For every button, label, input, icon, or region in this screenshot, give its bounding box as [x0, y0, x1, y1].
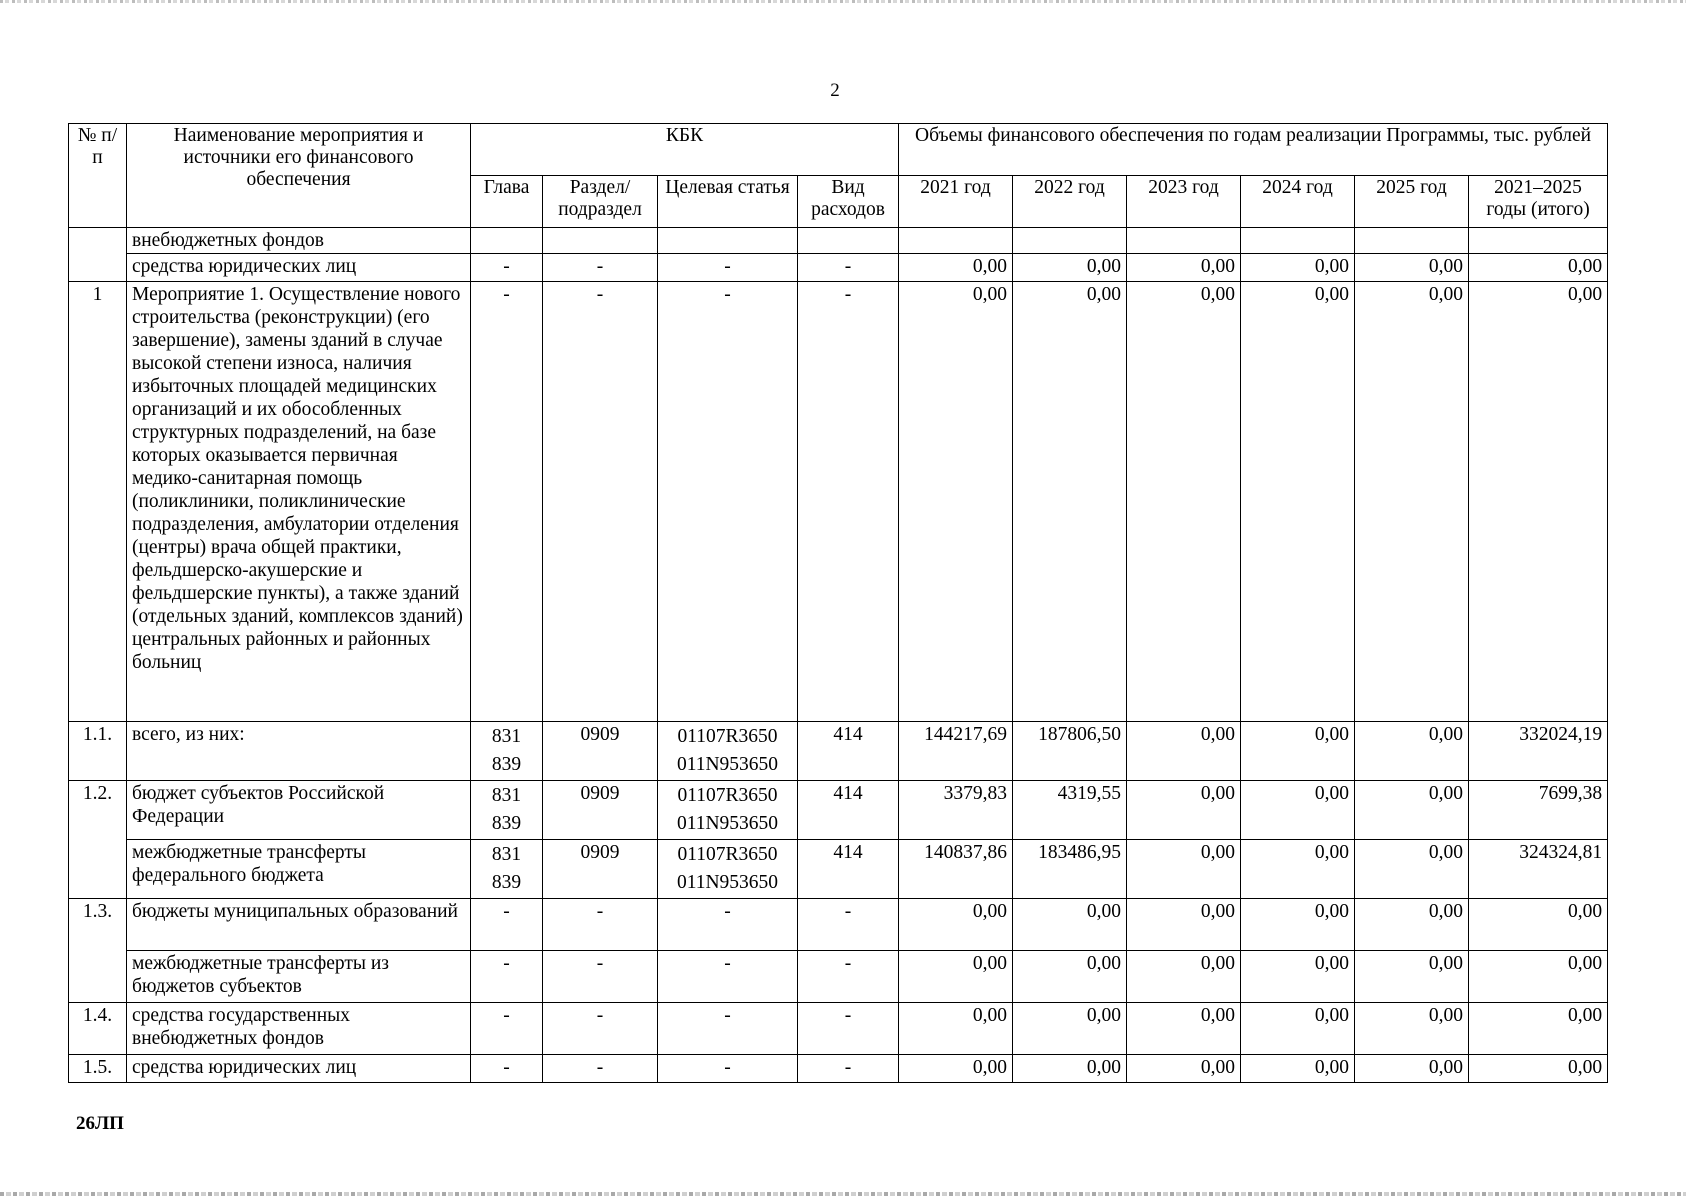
- cell-celevaya: [658, 228, 798, 254]
- cell-razdel: -: [543, 1003, 658, 1055]
- cell-total: 324324,81: [1469, 840, 1608, 899]
- cell-2024: 0,00: [1241, 781, 1355, 840]
- kbk-line: 839: [491, 872, 522, 893]
- header-kbk: КБК: [471, 124, 899, 176]
- cell-razdel: -: [543, 1055, 658, 1083]
- cell-total: 0,00: [1469, 282, 1608, 722]
- cell-2021: [899, 228, 1013, 254]
- table-row: [69, 899, 1608, 951]
- cell-2021: 144217,69: [899, 722, 1013, 781]
- cell-celevaya: [658, 781, 798, 840]
- cell-razdel: 0909: [543, 781, 658, 840]
- header-2022: 2022 год: [1013, 176, 1127, 228]
- cell-celevaya: [658, 722, 798, 781]
- cell-2025: 0,00: [1355, 781, 1469, 840]
- cell-total: 0,00: [1469, 899, 1608, 951]
- cell-2022: 4319,55: [1013, 781, 1127, 840]
- financing-table: [68, 123, 1608, 1083]
- cell-2024: 0,00: [1241, 254, 1355, 282]
- cell-razdel: 0909: [543, 722, 658, 781]
- row-number: 1.1.: [69, 722, 127, 781]
- cell-razdel: -: [543, 951, 658, 1003]
- scan-edge-top: [0, 0, 1686, 3]
- cell-2022: [1013, 228, 1127, 254]
- cell-celevaya: -: [658, 1055, 798, 1083]
- kbk-line: 839: [491, 754, 522, 775]
- row-name: бюджет субъектов Российской Федерации: [127, 781, 471, 840]
- cell-2023: 0,00: [1127, 899, 1241, 951]
- cell-2022: 0,00: [1013, 951, 1127, 1003]
- row-name: внебюджетных фондов: [127, 228, 471, 254]
- cell-vid: -: [798, 899, 899, 951]
- header-razdel: Раздел/ подраздел: [543, 176, 658, 228]
- header-glava: Глава: [471, 176, 543, 228]
- header-2025: 2025 год: [1355, 176, 1469, 228]
- cell-2025: 0,00: [1355, 722, 1469, 781]
- cell-celevaya: -: [658, 899, 798, 951]
- document-code: 26ЛП: [76, 1113, 124, 1134]
- cell-2021: 0,00: [899, 899, 1013, 951]
- cell-total: 0,00: [1469, 951, 1608, 1003]
- cell-razdel: 0909: [543, 840, 658, 899]
- table-row: [69, 282, 1608, 722]
- cell-2022: 0,00: [1013, 282, 1127, 722]
- cell-2022: 0,00: [1013, 899, 1127, 951]
- cell-2025: 0,00: [1355, 1055, 1469, 1083]
- cell-2023: 0,00: [1127, 722, 1241, 781]
- cell-vid: 414: [798, 840, 899, 899]
- header-2023: 2023 год: [1127, 176, 1241, 228]
- row-name: бюджеты муниципальных образований: [127, 899, 471, 951]
- table-row: [69, 722, 1608, 781]
- cell-2025: 0,00: [1355, 254, 1469, 282]
- cell-2023: 0,00: [1127, 840, 1241, 899]
- cell-2022: 0,00: [1013, 254, 1127, 282]
- cell-2024: 0,00: [1241, 1003, 1355, 1055]
- cell-vid: -: [798, 951, 899, 1003]
- header-volumes: Объемы финансового обеспечения по годам реализации Программы, тыс. рублей: [899, 124, 1608, 176]
- row-number: 1.2.: [69, 781, 127, 899]
- row-name: всего, из них:: [127, 722, 471, 781]
- kbk-line: 01107R3650: [677, 844, 778, 865]
- cell-2024: [1241, 228, 1355, 254]
- cell-2025: 0,00: [1355, 282, 1469, 722]
- kbk-line: 831: [491, 726, 522, 747]
- cell-2025: 0,00: [1355, 951, 1469, 1003]
- row-number: 1: [69, 282, 127, 722]
- cell-2024: 0,00: [1241, 1055, 1355, 1083]
- cell-2023: 0,00: [1127, 254, 1241, 282]
- row-number: 1.5.: [69, 1055, 127, 1083]
- cell-celevaya: -: [658, 254, 798, 282]
- row-name: межбюджетные трансферты федерального бюджета: [127, 840, 471, 899]
- cell-2021: 0,00: [899, 1003, 1013, 1055]
- cell-glava: -: [471, 1055, 543, 1083]
- cell-vid: 414: [798, 722, 899, 781]
- table-body: [69, 124, 1608, 1083]
- cell-glava: -: [471, 1003, 543, 1055]
- cell-2021: 3379,83: [899, 781, 1013, 840]
- cell-2023: 0,00: [1127, 1003, 1241, 1055]
- header-vid: Вид расходов: [798, 176, 899, 228]
- kbk-line: 011N953650: [676, 754, 779, 775]
- cell-vid: 414: [798, 781, 899, 840]
- kbk-line: 831: [491, 785, 522, 806]
- cell-glava: [471, 781, 543, 840]
- cell-2025: 0,00: [1355, 899, 1469, 951]
- cell-glava: -: [471, 951, 543, 1003]
- cell-2025: 0,00: [1355, 840, 1469, 899]
- kbk-line: 01107R3650: [677, 726, 778, 747]
- table-row: [69, 254, 1608, 282]
- cell-total: 7699,38: [1469, 781, 1608, 840]
- table-row: [69, 1003, 1608, 1055]
- cell-razdel: -: [543, 254, 658, 282]
- cell-glava: [471, 722, 543, 781]
- cell-2021: 0,00: [899, 282, 1013, 722]
- cell-2024: 0,00: [1241, 899, 1355, 951]
- cell-2021: 0,00: [899, 254, 1013, 282]
- table-row: [69, 781, 1608, 840]
- cell-vid: -: [798, 1055, 899, 1083]
- table-row: [69, 1055, 1608, 1083]
- header-2024: 2024 год: [1241, 176, 1355, 228]
- cell-razdel: -: [543, 282, 658, 722]
- cell-vid: -: [798, 254, 899, 282]
- cell-2023: 0,00: [1127, 282, 1241, 722]
- cell-2022: 0,00: [1013, 1055, 1127, 1083]
- cell-celevaya: [658, 840, 798, 899]
- page-number: 2: [830, 80, 840, 101]
- header-celevaya: Целевая статья: [658, 176, 798, 228]
- row-name: средства юридических лиц: [127, 254, 471, 282]
- header-total: 2021–2025 годы (итого): [1469, 176, 1608, 228]
- cell-glava: -: [471, 899, 543, 951]
- cell-2023: 0,00: [1127, 1055, 1241, 1083]
- table-row: [69, 228, 1608, 254]
- cell-total: [1469, 228, 1608, 254]
- cell-total: 0,00: [1469, 254, 1608, 282]
- row-name: межбюджетные трансферты из бюджетов субъектов: [127, 951, 471, 1003]
- cell-2022: 0,00: [1013, 1003, 1127, 1055]
- cell-celevaya: -: [658, 1003, 798, 1055]
- cell-2024: 0,00: [1241, 722, 1355, 781]
- kbk-line: 011N953650: [676, 872, 779, 893]
- cell-2025: 0,00: [1355, 1003, 1469, 1055]
- cell-vid: -: [798, 1003, 899, 1055]
- row-number: [69, 228, 127, 282]
- cell-glava: -: [471, 254, 543, 282]
- cell-2022: 183486,95: [1013, 840, 1127, 899]
- cell-vid: [798, 228, 899, 254]
- header-row-1: [69, 124, 1608, 176]
- cell-2023: [1127, 228, 1241, 254]
- cell-2024: 0,00: [1241, 840, 1355, 899]
- cell-2024: 0,00: [1241, 282, 1355, 722]
- cell-total: 0,00: [1469, 1003, 1608, 1055]
- cell-glava: [471, 840, 543, 899]
- header-num: № п/п: [69, 124, 127, 228]
- cell-vid: -: [798, 282, 899, 722]
- cell-2021: 0,00: [899, 1055, 1013, 1083]
- cell-celevaya: -: [658, 282, 798, 722]
- kbk-line: 831: [491, 844, 522, 865]
- row-number: 1.4.: [69, 1003, 127, 1055]
- scan-edge-bottom: [0, 1192, 1686, 1196]
- kbk-line: 839: [491, 813, 522, 834]
- cell-razdel: [543, 228, 658, 254]
- kbk-line: 011N953650: [676, 813, 779, 834]
- cell-2022: 187806,50: [1013, 722, 1127, 781]
- cell-total: 332024,19: [1469, 722, 1608, 781]
- cell-2023: 0,00: [1127, 951, 1241, 1003]
- table-row: [69, 951, 1608, 1003]
- row-name: средства государственных внебюджетных фондов: [127, 1003, 471, 1055]
- cell-glava: -: [471, 282, 543, 722]
- row-name: Мероприятие 1. Осуществление нового строительства (реконструкции) (его завершение), замены зданий в случае высокой степени износа, наличия избыточных площадей медицинских организаций и их обособленных структурных подразделений, на базе которых оказывается первичная медико-санитарная помощь (поликлиники, поликлинические подразделения, амбулатории отделения (центры) врача общей практики, фельдшерско-акушерские и фельдшерские пункты), а также зданий (отдельных зданий, комплексов зданий) центральных районных и районных больниц: [127, 282, 471, 722]
- header-name: Наименование мероприятия и источники его финансового обеспечения: [127, 124, 471, 228]
- cell-2025: [1355, 228, 1469, 254]
- cell-total: 0,00: [1469, 1055, 1608, 1083]
- cell-2021: 0,00: [899, 951, 1013, 1003]
- cell-2024: 0,00: [1241, 951, 1355, 1003]
- cell-celevaya: -: [658, 951, 798, 1003]
- row-name: средства юридических лиц: [127, 1055, 471, 1083]
- cell-2023: 0,00: [1127, 781, 1241, 840]
- kbk-line: 01107R3650: [677, 785, 778, 806]
- cell-2021: 140837,86: [899, 840, 1013, 899]
- table-row: [69, 840, 1608, 899]
- cell-glava: [471, 228, 543, 254]
- row-number: 1.3.: [69, 899, 127, 1003]
- cell-razdel: -: [543, 899, 658, 951]
- header-2021: 2021 год: [899, 176, 1013, 228]
